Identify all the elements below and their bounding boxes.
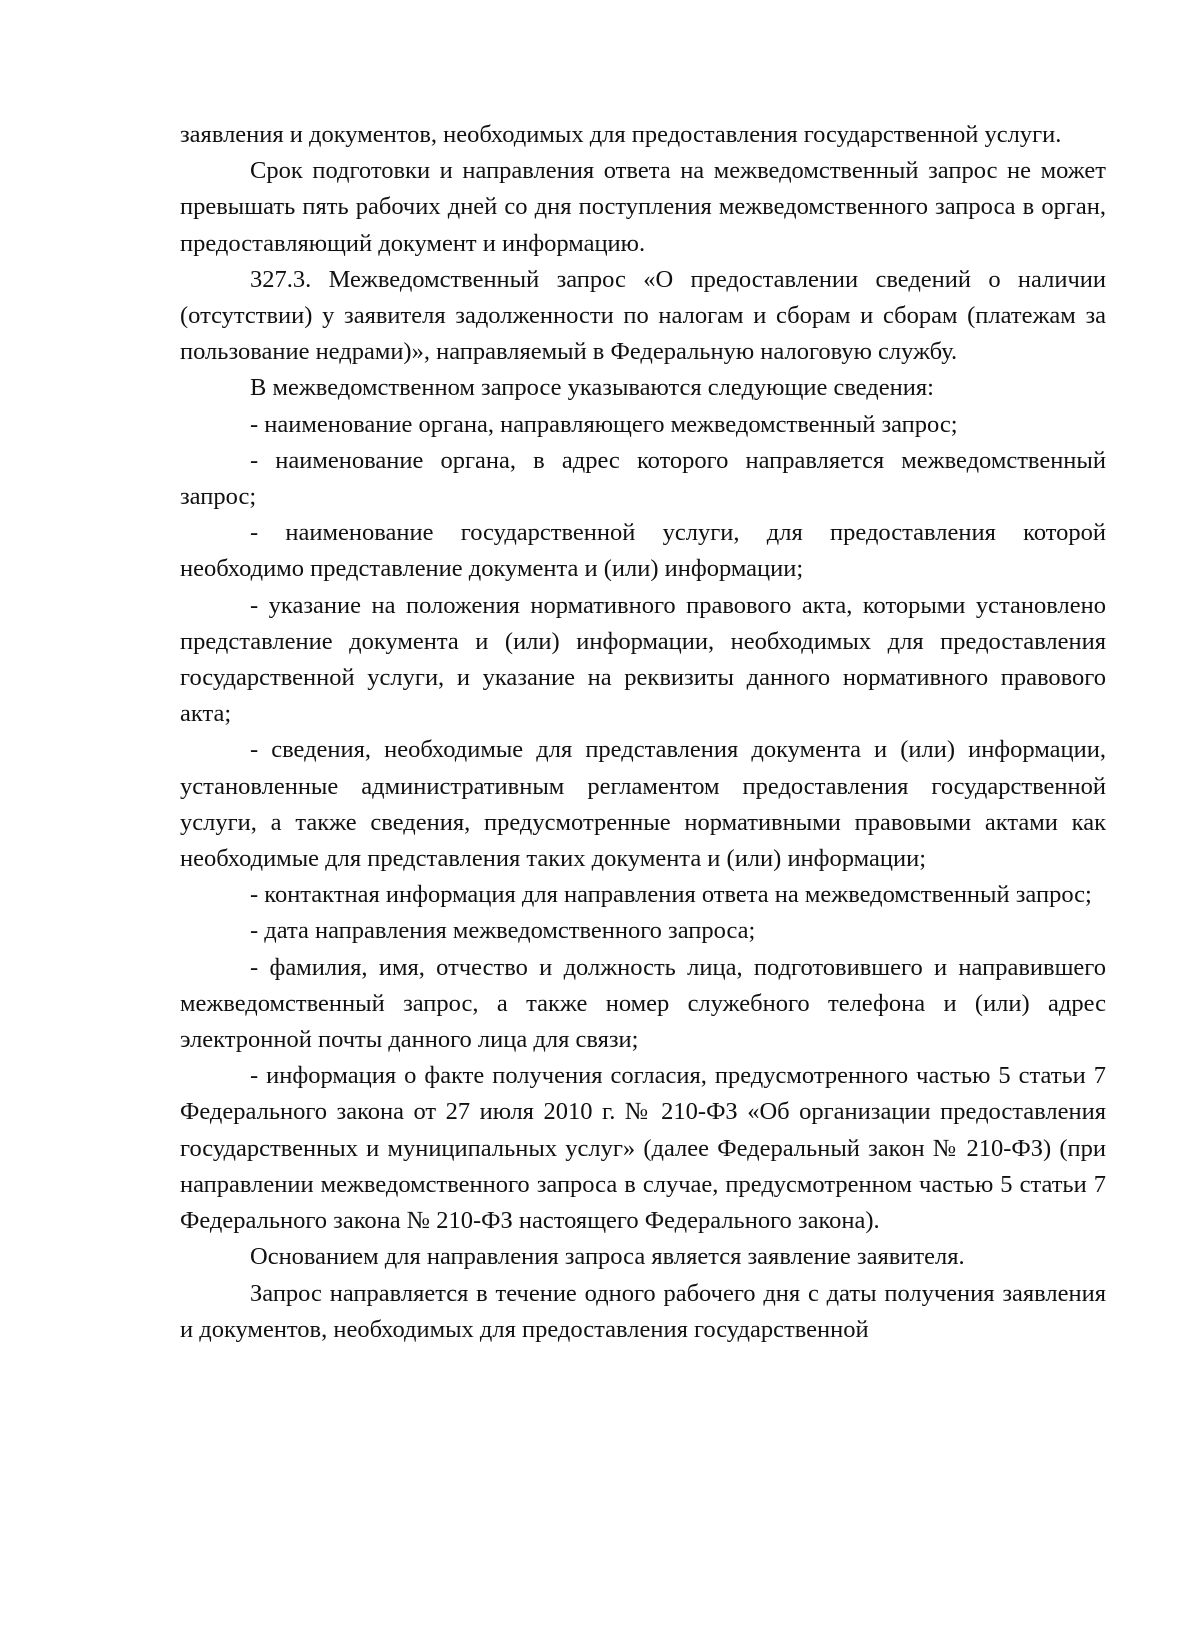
- paragraph-section-327-3: 327.3. Межведомственный запрос «О предоставлении сведений о наличии (отсутствии) у заявителя задолженности по налогам и сборам и сборам (платежам за пользование недрами)», направляемый в Федеральную налоговую службу.: [180, 265, 1106, 366]
- paragraph-continuation: заявления и документов, необходимых для предоставления государственной услуги.: [180, 121, 1062, 148]
- list-item-responsible-person: - фамилия, имя, отчество и должность лица, подготовившего и направившего межведомственный запрос, а также номер служебного телефона и (или) адрес электронной почты данного лица для связи;: [180, 953, 1106, 1054]
- list-item-service-name: - наименование государственной услуги, для предоставления которой необходимо представление документа и (или) информации;: [180, 519, 1106, 583]
- list-item-requesting-body: - наименование органа, направляющего межведомственный запрос;: [250, 410, 958, 438]
- list-item-required-information: - сведения, необходимые для представления документа и (или) информации, установленные административным регламентом предоставления государственной услуги, а также сведения, предусмотренные нормативными правовыми актами как необходимые для представления таких документа и (или) информации;: [180, 736, 1106, 873]
- list-item-addressee-body: - наименование органа, в адрес которого направляется межведомственный запрос;: [180, 446, 1106, 511]
- list-item-legal-act-reference: - указание на положения нормативного правового акта, которыми установлено представление документа и (или) информации, необходимых для предоставления государственной услуги, и указание на реквизиты данного нормативного правового акта;: [180, 591, 1106, 728]
- list-item-request-date: - дата направления межведомственного запроса;: [250, 917, 756, 945]
- paragraph-request-contents-intro: В межведомственном запросе указываются следующие сведения:: [250, 374, 934, 402]
- paragraph-request-timing: Запрос направляется в течение одного рабочего дня с даты получения заявления и документов, необходимых для предоставления государственной: [180, 1279, 1106, 1343]
- paragraph-request-basis: Основанием для направления запроса является заявление заявителя.: [250, 1243, 965, 1271]
- document-body: [180, 117, 1106, 1348]
- list-item-consent-info: - информация о факте получения согласия, предусмотренного частью 5 статьи 7 Федерального закона от 27 июля 2010 г. № 210-ФЗ «Об организации предоставления государственных и муниципальных услуг» (далее Федеральный закон № 210-ФЗ) (при направлении межведомственного запроса в случае, предусмотренном частью 5 статьи 7 Федерального закона № 210-ФЗ настоящего Федерального закона).: [180, 1062, 1106, 1235]
- list-item-contact-info: - контактная информация для направления ответа на межведомственный запрос;: [250, 881, 1092, 909]
- paragraph-response-deadline: Срок подготовки и направления ответа на межведомственный запрос не может превышать пять рабочих дней со дня поступления межведомственного запроса в орган, предоставляющий документ и информацию.: [180, 157, 1106, 257]
